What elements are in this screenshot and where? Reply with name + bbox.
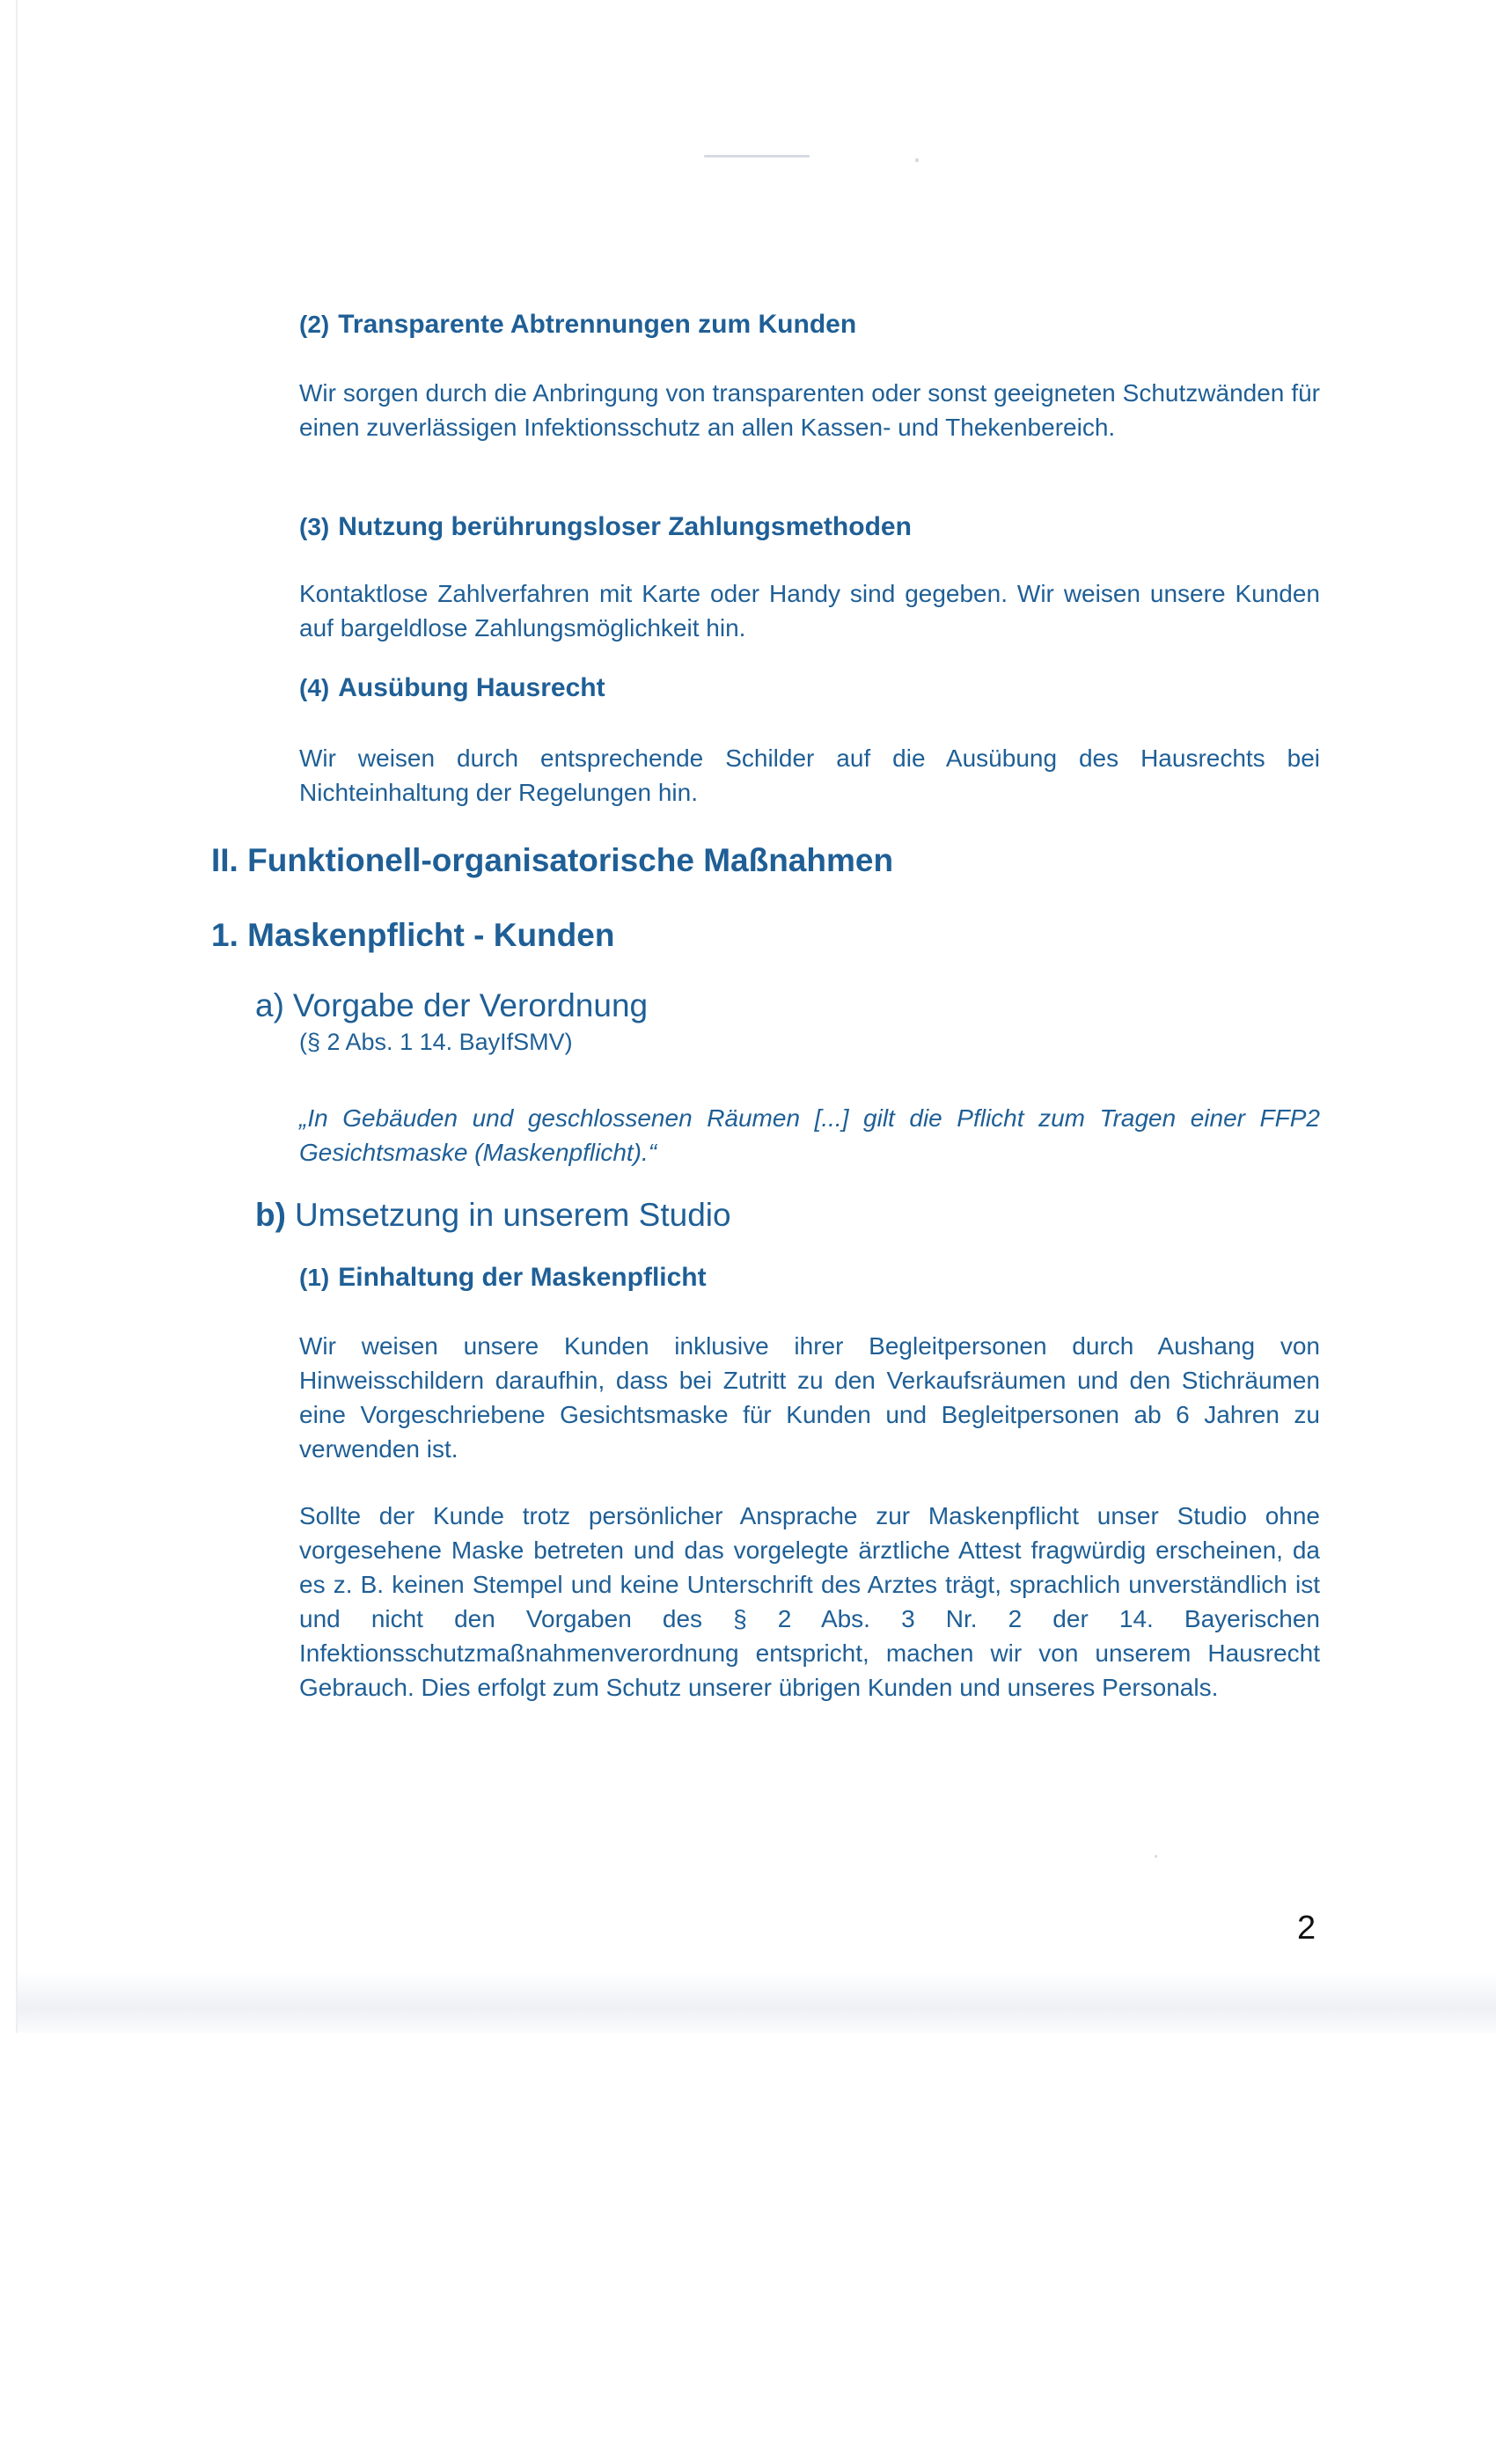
item-3-title: Nutzung berührungsloser Zahlungsmethoden	[338, 512, 912, 541]
scan-edge-shadow	[16, 1971, 1496, 2033]
subsection-b-heading	[255, 1197, 731, 1234]
scan-speck	[1155, 1855, 1157, 1858]
regulation-quote: „In Gebäuden und geschlossenen Räumen [...] gilt die Pflicht zum Tragen einer FFP2 Gesichtsmaske (Maskenpflicht).“	[299, 1104, 1320, 1166]
subsection-1-heading: 1. Maskenpflicht - Kunden	[211, 917, 615, 953]
item-4-title: Ausübung Hausrecht	[338, 673, 605, 702]
item-b1-number: (1)	[299, 1264, 330, 1291]
item-3-number: (3)	[299, 513, 330, 540]
page-number: 2	[1297, 1910, 1316, 1947]
scan-speck	[704, 155, 810, 158]
regulation-citation: (§ 2 Abs. 1 14. BayIfSMV)	[299, 1029, 573, 1055]
item-4-body: Wir weisen durch entsprechende Schilder auf die Ausübung des Hausrechts bei Nichteinhaltung der Regelungen hin.	[299, 744, 1320, 806]
item-4-number: (4)	[299, 674, 330, 701]
section-ii-heading: II. Funktionell-organisatorische Maßnahmen	[211, 842, 894, 878]
item-b1-heading	[299, 1263, 707, 1293]
scanned-page	[16, 0, 1496, 2033]
house-rule-paragraph: Sollte der Kunde trotz persönlicher Ansprache zur Maskenpflicht unser Studio ohne vorgesehene Maske betreten und das vorgelegte ärztliche Attest fragwürdig erscheinen, da es z. B. keinen Stempel und keine Unterschrift des Arztes trägt, sprachlich unverständlich ist und nicht den Vorgaben des § 2 Abs. 3 Nr. 2 der 14. Bayerischen Infektionsschutzmaßnahmenverordnung entspricht, machen wir von unserem Hausrecht Gebrauch. Dies erfolgt zum Schutz unserer übrigen Kunden und unseres Personals.	[299, 1502, 1320, 1701]
subsection-b-label: b)	[255, 1197, 286, 1233]
subsection-a-title: Vorgabe der Verordnung	[292, 987, 649, 1023]
item-3-heading	[299, 512, 912, 542]
scan-speck	[915, 158, 919, 162]
item-2-body: Wir sorgen durch die Anbringung von transparenten oder sonst geeigneten Schutzwänden für einen zuverlässigen Infektionsschutz an allen Kassen- und Thekenbereich.	[299, 379, 1320, 441]
item-3-body: Kontaktlose Zahlverfahren mit Karte oder Handy sind gegeben. Wir weisen unsere Kunden auf bargeldlose Zahlungsmöglichkeit hin.	[299, 580, 1320, 642]
subsection-a-label: a)	[255, 987, 284, 1023]
mask-rule-paragraph: Wir weisen unsere Kunden inklusive ihrer Begleitpersonen durch Aushang von Hinweisschildern daraufhin, dass bei Zutritt zu den Verkaufsräumen und den Stichräumen eine Vorgeschriebene Gesichtsmaske für Kunden und Begleitpersonen ab 6 Jahren zu verwenden ist.	[299, 1332, 1320, 1463]
subsection-a-heading	[255, 987, 648, 1024]
item-2-number: (2)	[299, 311, 330, 338]
subsection-b-title: Umsetzung in unserem Studio	[294, 1197, 731, 1233]
item-2-heading	[299, 310, 856, 340]
item-2-title: Transparente Abtrennungen zum Kunden	[338, 310, 857, 339]
item-b1-title: Einhaltung der Maskenpflicht	[338, 1263, 707, 1292]
item-4-heading	[299, 673, 605, 703]
